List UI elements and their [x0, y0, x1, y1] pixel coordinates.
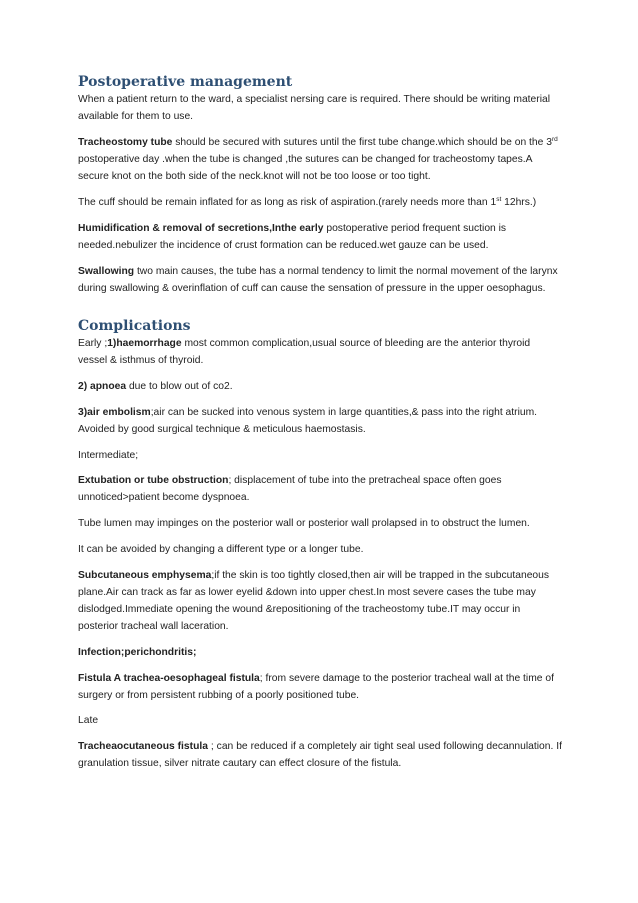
- paragraph-intermediate: Intermediate;: [78, 449, 139, 461]
- paragraph-humidification: Humidification & removal of secretions,Inthe early postoperative period frequent suction is needed.nebulizer the incidence of crust formation can be reduced.wet gauze can be used.: [78, 222, 507, 251]
- paragraph-tube-lumen: Tube lumen may impinges on the posterior wall or posterior wall prolapsed in to obstruct the lumen.: [78, 518, 530, 530]
- term-subcutaneous-emphysema: Subcutaneous emphysema: [78, 569, 212, 581]
- paragraph-subcutaneous-emphysema: Subcutaneous emphysema;if the skin is too tightly closed,then air will be trapped in the subcutaneous plane.Air can track as far as lower eyelid &down into upper chest.In most severe cases the tube may dislodged.Immediate opening the wound &repositioning of the tracheostomy tube.IT may occur in posterior tracheal wall laceration.: [78, 569, 550, 633]
- paragraph-cuff: The cuff should be remain inflated for as long as risk of aspiration.(rarely needs more than 1st 12hrs.): [78, 196, 537, 209]
- term-apnoea: 2) apnoea: [78, 380, 127, 392]
- heading-complications: Complications: [78, 318, 191, 335]
- paragraph-extubation: Extubation or tube obstruction; displacement of tube into the pretracheal space often goes unnoticed>patient become dyspnoea.: [78, 475, 502, 504]
- paragraph-intro: When a patient return to the ward, a specialist nersing care is required. There should be writing material available for them to use.: [78, 94, 550, 123]
- paragraph-early-haemorrhage: Early ;1)haemorrhage most common complication,usual source of bleeding are the anterior thyroid vessel & isthmus of thyroid.: [78, 338, 531, 367]
- term-air-embolism: 3)air embolism: [78, 406, 151, 418]
- paragraph-air-embolism: 3)air embolism;air can be sucked into venous system in large quantities,& pass into the right atrium. Avoided by good surgical technique & meticulous haemostasis.: [78, 406, 538, 435]
- paragraph-fistula: Fistula A trachea-oesophageal fistula; from severe damage to the posterior tracheal wall at the time of surgery or from persistent rubbing of a poorly positioned tube.: [78, 672, 554, 701]
- heading-postoperative-management: Postoperative management: [78, 74, 293, 90]
- paragraph-avoided: It can be avoided by changing a different type or a longer tube.: [78, 543, 364, 555]
- paragraph-infection: Infection;perichondritis;: [78, 646, 197, 658]
- paragraph-tracheocutaneous-fistula: Tracheaocutaneous fistula ; can be reduced if a completely air tight seal used following decannulation. If granulation tissue, silver nitrate cautary can effect closure of the fistula.: [78, 741, 562, 770]
- term-swallowing: Swallowing: [78, 265, 135, 277]
- paragraph-tracheostomy-tube: Tracheostomy tube should be secured with sutures until the first tube change.which should be on the 3rd postoperative day .when the tube is changed ,the sutures can be changed for tracheostomy tapes.A secure knot on the both side of the neck.knot will not be too loose or too tight.: [78, 135, 558, 183]
- paragraph-swallowing: Swallowing two main causes, the tube has a normal tendency to limit the normal movement of the larynx during swallowing & overinflation of cuff can cause the sensation of pressure in the upper oesophagus.: [78, 265, 558, 294]
- document-page: [78, 70, 562, 781]
- paragraph-apnoea: 2) apnoea due to blow out of co2.: [78, 380, 233, 392]
- term-tracheocutaneous-fistula: Tracheaocutaneous fistula: [78, 741, 208, 753]
- term-fistula: Fistula A trachea-oesophageal fistula: [78, 672, 260, 684]
- term-tracheostomy-tube: Tracheostomy tube: [78, 136, 173, 148]
- term-haemorrhage: 1)haemorrhage: [107, 338, 182, 350]
- term-extubation: Extubation or tube obstruction: [78, 475, 229, 487]
- paragraph-late: Late: [78, 715, 99, 727]
- term-humidification: Humidification & removal of secretions,Inthe early: [78, 222, 324, 234]
